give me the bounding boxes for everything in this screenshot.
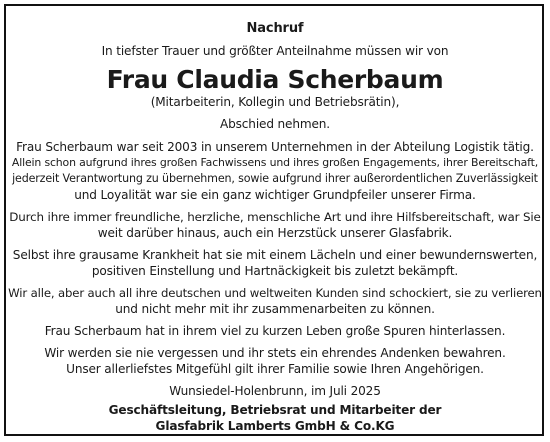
paragraph-line: Unser allerliefstes Mitgefühl gilt ihrer Familie sowie Ihren Angehörigen. bbox=[66, 362, 484, 376]
paragraph-line: Frau Scherbaum hat in ihrem viel zu kurzen Leben große Spuren hinterlassen. bbox=[44, 324, 506, 338]
paragraph-line: Wir alle, aber auch all ihre deutschen und weltweiten Kunden sind schockiert, sie zu verlieren bbox=[8, 286, 542, 300]
paragraph-line: Selbst ihre grausame Krankheit hat sie mit einem Lächeln und einer bewundernswerten, bbox=[12, 248, 538, 262]
paragraph-line: Allein schon aufgrund ihres großen Fachwissens und ihres großen Engagements, ihrer Bereitschaft, bbox=[11, 156, 539, 169]
roles-text: (Mitarbeiterin, Kollegin und Betriebsrätin), bbox=[150, 95, 400, 109]
farewell-text: Abschied nehmen. bbox=[220, 117, 330, 131]
notice-heading: Nachruf bbox=[246, 21, 304, 36]
paragraph-line: Durch ihre immer freundliche, herzliche, menschliche Art und ihre Hilfsbereitschaft, war Sie bbox=[9, 210, 541, 224]
paragraph-line: und nicht mehr mit ihr zusammenarbeiten zu können. bbox=[115, 302, 435, 316]
signature-line: Glasfabrik Lamberts GmbH & Co.KG bbox=[155, 419, 395, 433]
deceased-name: Frau Claudia Scherbaum bbox=[106, 65, 444, 94]
signature-line: Geschäftsleitung, Betriebsrat und Mitarbeiter der bbox=[108, 403, 442, 417]
paragraph-line: jederzeit Verantwortung zu übernehmen, sowie aufgrund ihrer außerordentlichen Zuverlässigkeit bbox=[12, 172, 538, 185]
paragraph-line: Frau Scherbaum war seit 2003 in unserem Unternehmen in der Abteilung Logistik tätig. bbox=[16, 140, 534, 154]
intro-text: In tiefster Trauer und größter Anteilnahme müssen wir von bbox=[101, 44, 449, 58]
paragraph-line: weit darüber hinaus, auch ein Herzstück unserer Glasfabrik. bbox=[97, 226, 453, 240]
paragraph-line: positiven Einstellung und Hartnäckigkeit bis zuletzt bekämpft. bbox=[91, 264, 459, 278]
place-date: Wunsiedel-Holenbrunn, im Juli 2025 bbox=[169, 384, 381, 398]
paragraph-line: und Loyalität war sie ein ganz wichtiger Grundpfeiler unserer Firma. bbox=[74, 188, 476, 202]
paragraph-line: Wir werden sie nie vergessen und ihr stets ein ehrendes Andenken bewahren. bbox=[44, 346, 506, 360]
